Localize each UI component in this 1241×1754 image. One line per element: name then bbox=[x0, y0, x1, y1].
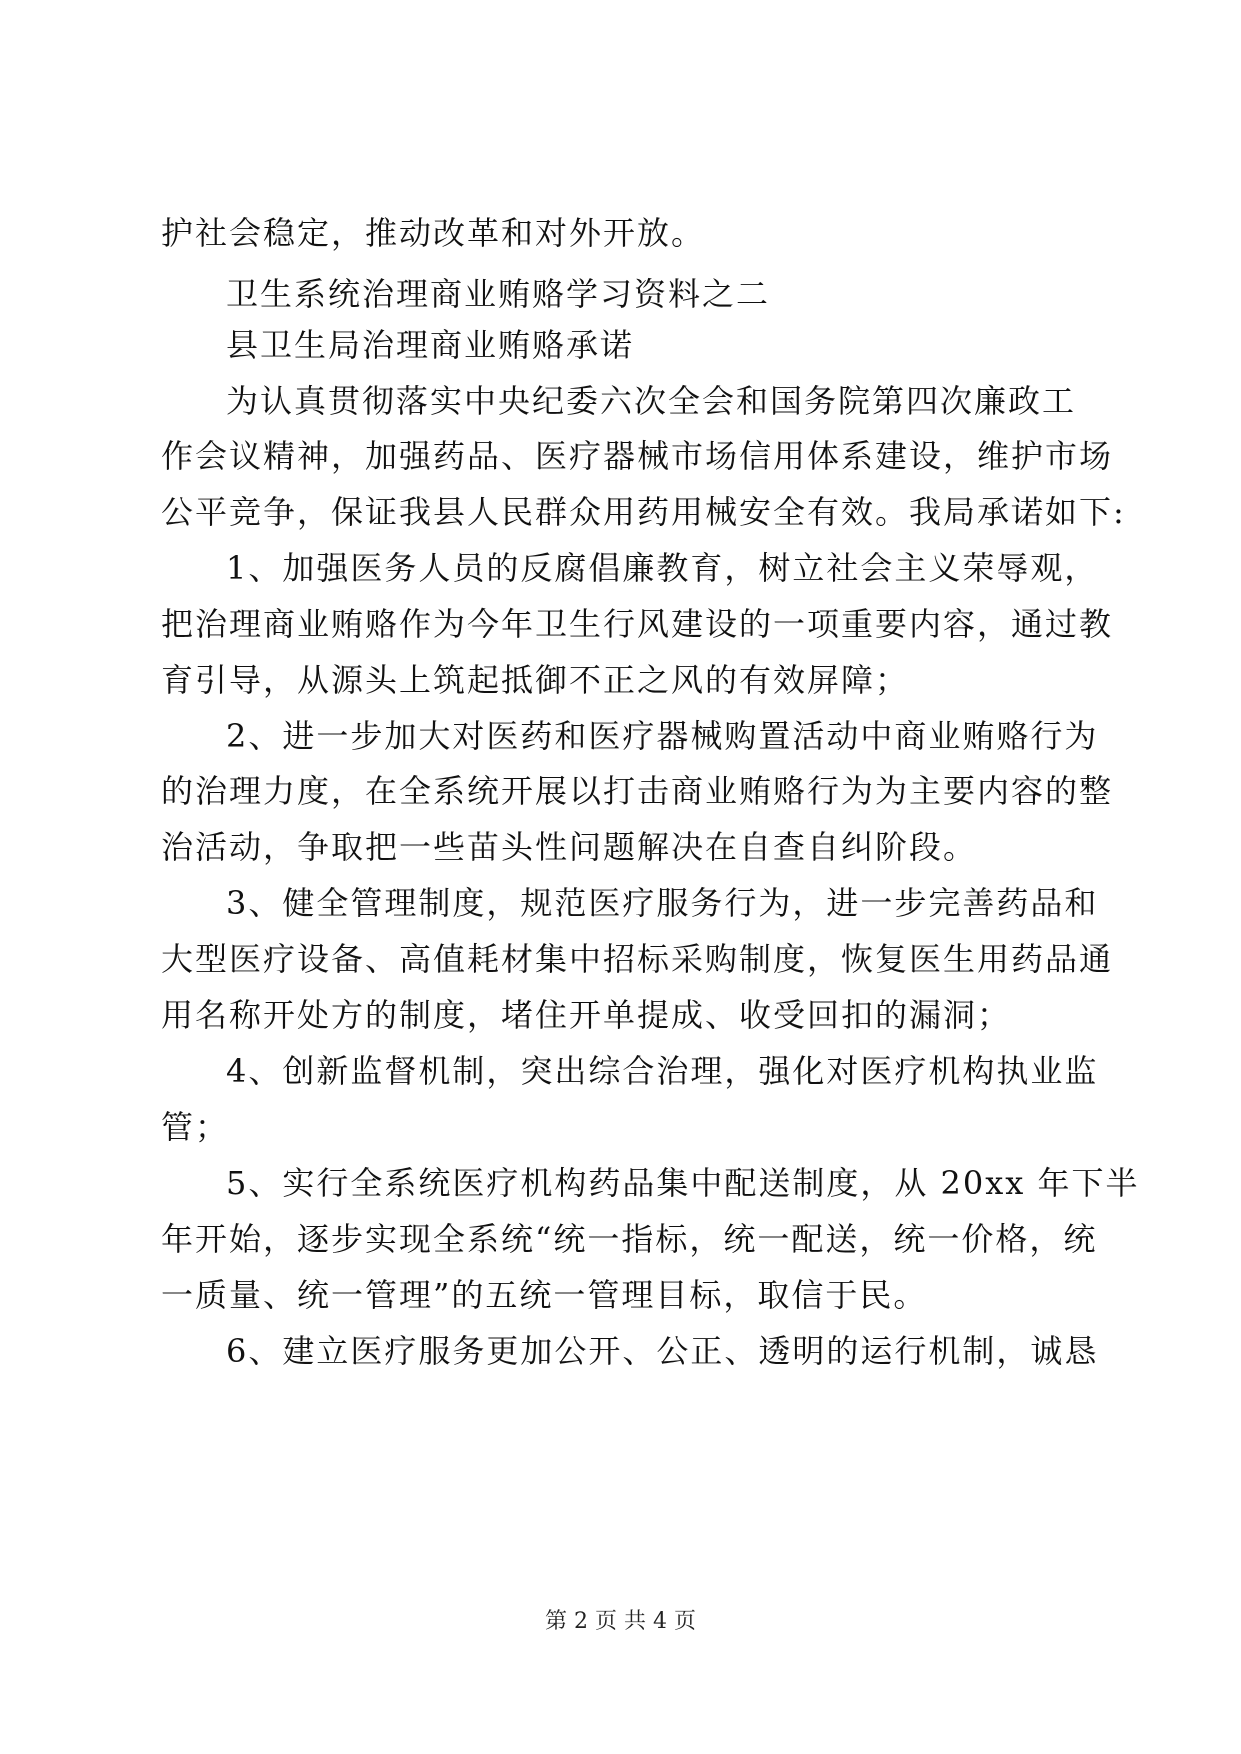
text-line: 2、进一步加大对医药和医疗器械购置活动中商业贿赂行为 bbox=[226, 717, 1099, 755]
text-line: 为认真贯彻落实中央纪委六次全会和国务院第四次廉政工 bbox=[226, 382, 1077, 420]
text-line: 公平竞争，保证我县人民群众用药用械安全有效。我局承诺如下: bbox=[161, 493, 1126, 531]
text-line: 年开始，逐步实现全系统“统一指标，统一配送，统一价格，统 bbox=[161, 1220, 1098, 1258]
text-line: 大型医疗设备、高值耗材集中招标采购制度，恢复医生用药品通 bbox=[161, 940, 1114, 978]
text-line: 用名称开处方的制度，堵住开单提成、收受回扣的漏洞； bbox=[161, 996, 1012, 1034]
text-line: 1、加强医务人员的反腐倡廉教育，树立社会主义荣辱观， bbox=[226, 549, 1099, 587]
text-line: 5、实行全系统医疗机构药品集中配送制度，从 20xx 年下半 bbox=[226, 1164, 1140, 1202]
page-number-footer: 第 2 页 共 4 页 bbox=[545, 1609, 696, 1634]
text-line: 把治理商业贿赂作为今年卫生行风建设的一项重要内容，通过教 bbox=[161, 605, 1114, 643]
text-line: 3、健全管理制度，规范医疗服务行为，进一步完善药品和 bbox=[226, 884, 1099, 922]
text-line: 作会议精神，加强药品、医疗器械市场信用体系建设，维护市场 bbox=[161, 437, 1114, 475]
text-line: 6、建立医疗服务更加公开、公正、透明的运行机制，诚恳 bbox=[226, 1332, 1099, 1370]
text-line: 4、创新监督机制，突出综合治理，强化对医疗机构执业监 bbox=[226, 1052, 1099, 1090]
text-line: 的治理力度，在全系统开展以打击商业贿赂行为为主要内容的整 bbox=[161, 772, 1114, 810]
text-line: 一质量、统一管理”的五统一管理目标，取信于民。 bbox=[161, 1276, 928, 1314]
text-line: 护社会稳定，推动改革和对外开放。 bbox=[161, 214, 706, 252]
document-title: 县卫生局治理商业贿赂承诺 bbox=[226, 326, 635, 364]
text-line: 管； bbox=[161, 1108, 230, 1146]
text-line: 治活动，争取把一些苗头性问题解决在自查自纠阶段。 bbox=[161, 828, 978, 866]
section-heading: 卫生系统治理商业贿赂学习资料之二 bbox=[226, 275, 771, 313]
text-line: 育引导，从源头上筑起抵御不正之风的有效屏障； bbox=[161, 661, 910, 699]
